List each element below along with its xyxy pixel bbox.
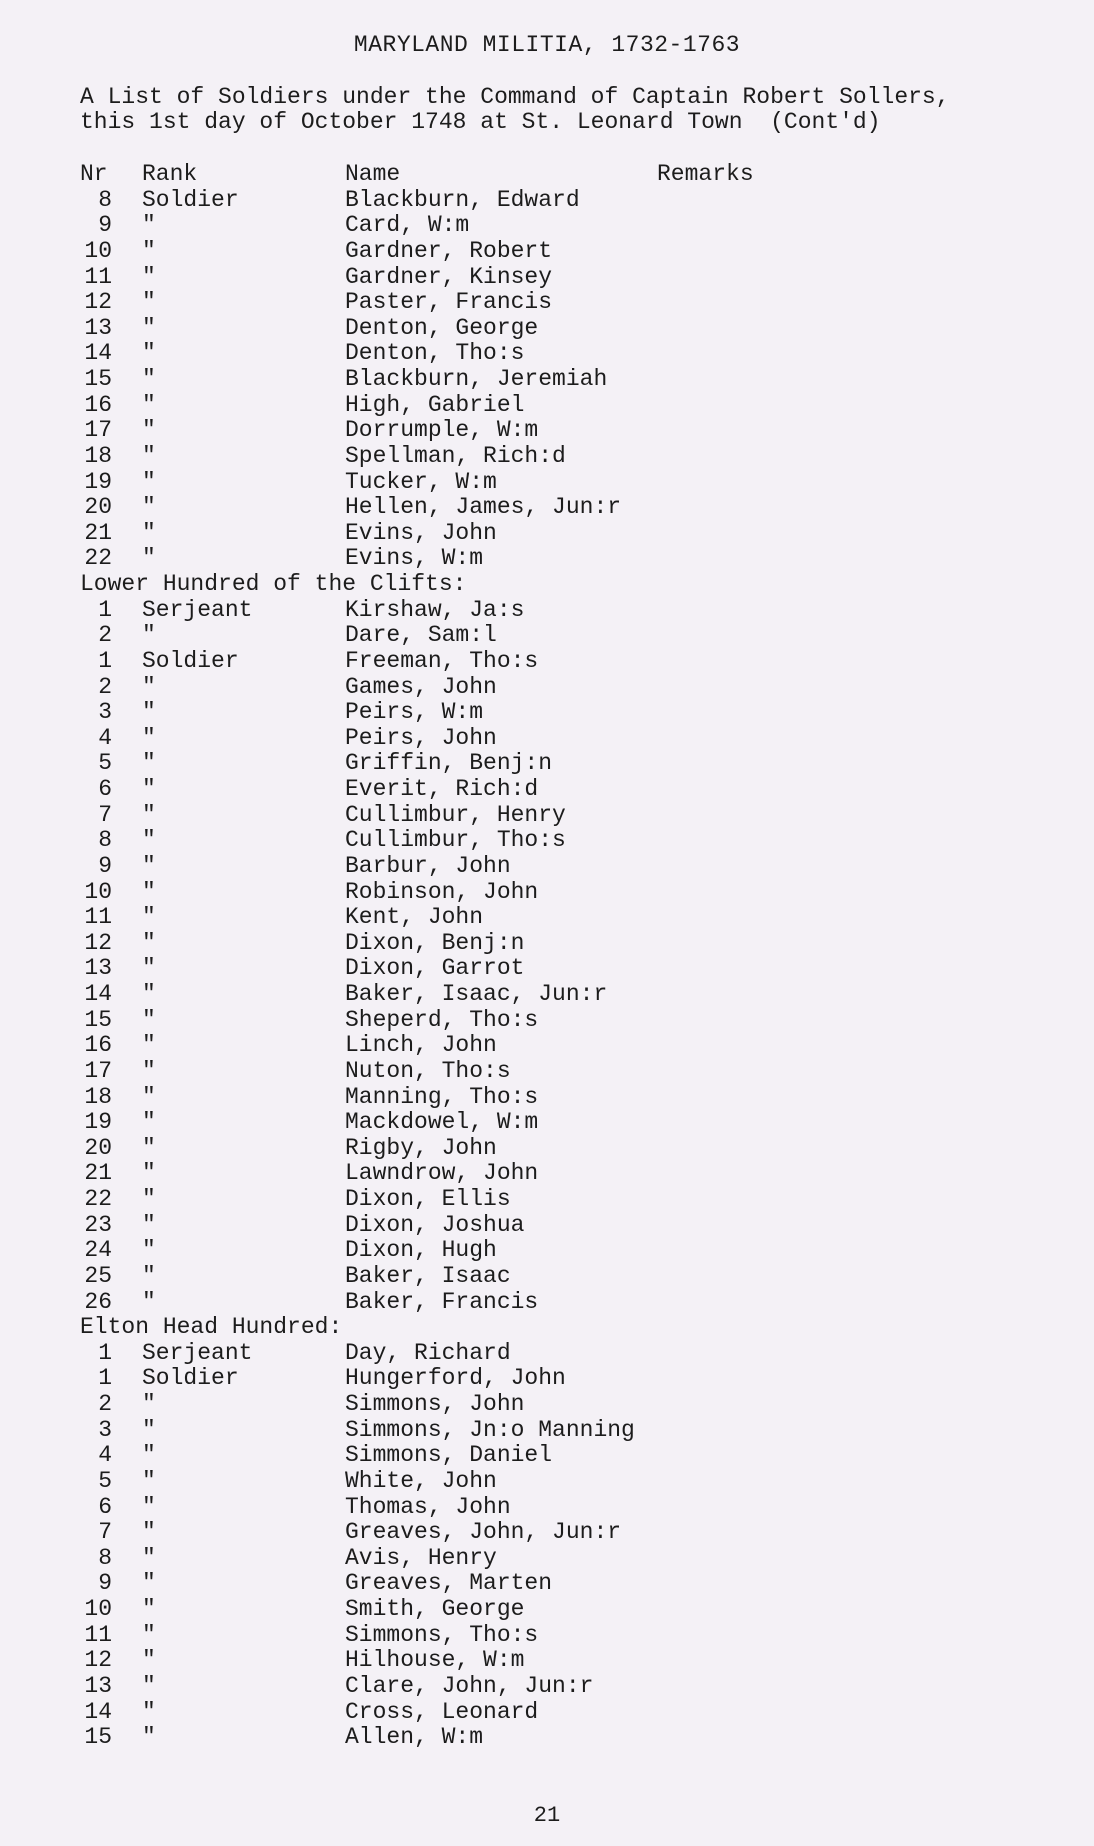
soldier-name: Dixon, Garrot — [345, 955, 525, 982]
soldier-name: Denton, George — [345, 314, 539, 341]
soldier-rank: " — [142, 1416, 156, 1443]
soldier-nr: 8 — [98, 1544, 112, 1571]
soldier-row — [80, 418, 1060, 444]
soldier-rank: " — [142, 1519, 156, 1546]
soldier-row — [80, 1700, 1060, 1726]
soldier-rank: " — [142, 366, 156, 392]
soldier-nr: 20 — [84, 1134, 112, 1161]
soldier-name: Dorrumple, W:m — [345, 417, 539, 444]
soldier-row — [80, 213, 1060, 239]
soldier-rank: " — [142, 1160, 156, 1187]
soldier-row — [80, 623, 1060, 649]
soldier-row — [80, 546, 1060, 572]
soldier-nr: 14 — [84, 981, 112, 1007]
soldier-row — [80, 649, 1060, 675]
soldier-name: Hellen, James, Jun:r — [345, 494, 622, 521]
soldier-row — [80, 1495, 1060, 1521]
soldier-rank: " — [142, 1698, 156, 1725]
soldier-row — [80, 1008, 1060, 1034]
soldier-name: Cross, Leonard — [345, 1698, 539, 1725]
soldier-rank: " — [142, 1621, 156, 1648]
soldier-nr: 21 — [84, 1160, 112, 1187]
soldier-rank: " — [142, 1262, 156, 1289]
soldier-nr: 19 — [84, 468, 112, 495]
soldier-name: Simmons, Tho:s — [345, 1621, 539, 1648]
soldier-rank: " — [142, 622, 156, 649]
soldier-row — [80, 1674, 1060, 1700]
soldier-rank: " — [142, 929, 156, 956]
soldier-rank: " — [142, 468, 156, 495]
soldier-nr: 24 — [84, 1237, 112, 1264]
soldier-name: Smith, George — [345, 1596, 525, 1622]
soldier-nr: 7 — [98, 1519, 112, 1546]
soldier-name: Baker, Francis — [345, 1288, 539, 1315]
soldier-row — [80, 931, 1060, 957]
soldier-row — [80, 444, 1060, 470]
soldier-nr: 15 — [84, 1724, 112, 1751]
soldier-row — [80, 1213, 1060, 1239]
soldier-name: Linch, John — [345, 1032, 497, 1059]
intro-paragraph — [80, 85, 950, 135]
intro-line-1: A List of Soldiers under the Command of Captain Robert Sollers, — [80, 84, 950, 110]
soldier-nr: 8 — [98, 186, 112, 213]
soldier-row — [80, 905, 1060, 931]
soldier-name: Sheperd, Tho:s — [345, 1006, 539, 1033]
soldier-nr: 25 — [84, 1262, 112, 1289]
soldier-row — [80, 470, 1060, 496]
soldier-nr: 11 — [84, 263, 112, 290]
soldier-row — [80, 956, 1060, 982]
soldier-name: Dixon, Benj:n — [345, 929, 525, 956]
soldier-nr: 22 — [84, 1186, 112, 1212]
soldier-name: Paster, Francis — [345, 289, 553, 316]
soldier-name: Dixon, Ellis — [345, 1186, 511, 1212]
soldier-name: Griffin, Benj:n — [345, 750, 553, 777]
soldier-nr: 14 — [84, 340, 112, 367]
page-title: MARYLAND MILITIA, 1732-1763 — [353, 32, 741, 58]
soldier-rank: " — [142, 750, 156, 777]
soldier-name: Greaves, Marten — [345, 1570, 553, 1597]
soldier-row — [80, 1033, 1060, 1059]
soldier-name: Simmons, Daniel — [345, 1442, 553, 1469]
soldier-nr: 1 — [98, 596, 112, 623]
soldier-rank: " — [142, 1493, 156, 1520]
soldier-name: Day, Richard — [345, 1339, 511, 1366]
soldier-rank: " — [142, 1724, 156, 1751]
soldier-rank: " — [142, 1083, 156, 1110]
soldier-name: Baker, Isaac, Jun:r — [345, 981, 608, 1007]
soldier-row — [80, 751, 1060, 777]
page-number: 21 — [533, 1803, 561, 1828]
soldier-nr: 17 — [84, 1057, 112, 1084]
soldier-name: Everit, Rich:d — [345, 776, 539, 802]
soldier-rank: " — [142, 1186, 156, 1212]
soldier-rank: " — [142, 1006, 156, 1033]
soldier-nr: 8 — [98, 827, 112, 854]
soldier-nr: 3 — [98, 1416, 112, 1443]
soldier-row — [80, 854, 1060, 880]
soldier-row — [80, 598, 1060, 624]
soldier-name: Simmons, John — [345, 1391, 525, 1417]
header-remarks: Remarks — [657, 161, 754, 187]
soldier-name: Card, W:m — [345, 212, 470, 239]
soldier-name: Rigby, John — [345, 1134, 497, 1161]
soldier-row — [80, 290, 1060, 316]
soldier-nr: 2 — [98, 622, 112, 649]
soldier-nr: 2 — [98, 673, 112, 700]
soldier-name: Avis, Henry — [345, 1544, 497, 1571]
soldier-nr: 18 — [84, 442, 112, 469]
soldier-name: Gardner, Robert — [345, 237, 553, 264]
soldier-row — [80, 1469, 1060, 1495]
soldier-row — [80, 1264, 1060, 1290]
soldier-nr: 16 — [84, 391, 112, 418]
soldier-nr: 2 — [98, 1391, 112, 1417]
soldier-nr: 13 — [84, 314, 112, 341]
soldier-row — [80, 367, 1060, 393]
soldier-row — [80, 495, 1060, 521]
soldier-nr: 23 — [84, 1211, 112, 1238]
soldier-name: Hungerford, John — [345, 1365, 566, 1392]
soldier-nr: 13 — [84, 1672, 112, 1699]
soldier-name: High, Gabriel — [345, 391, 525, 418]
soldier-row — [80, 1238, 1060, 1264]
soldier-name: Nuton, Tho:s — [345, 1057, 511, 1084]
soldier-nr: 4 — [98, 1442, 112, 1469]
soldier-row — [80, 1648, 1060, 1674]
soldier-name: Kirshaw, Ja:s — [345, 596, 525, 623]
soldier-row — [80, 675, 1060, 701]
soldier-row — [80, 777, 1060, 803]
soldier-row — [80, 828, 1060, 854]
soldier-nr: 15 — [84, 366, 112, 392]
soldier-name: Denton, Tho:s — [345, 340, 525, 367]
soldier-nr: 4 — [98, 724, 112, 751]
soldier-name: Kent, John — [345, 904, 484, 931]
header-name: Name — [345, 161, 401, 187]
soldier-name: Games, John — [345, 673, 497, 700]
soldier-row — [80, 239, 1060, 265]
soldier-name: Dixon, Hugh — [345, 1237, 497, 1264]
soldier-row — [80, 726, 1060, 752]
soldier-rank: " — [142, 1134, 156, 1161]
soldier-name: Mackdowel, W:m — [345, 1109, 539, 1136]
soldier-name: White, John — [345, 1467, 497, 1494]
soldier-row — [80, 393, 1060, 419]
soldier-rank: " — [142, 1672, 156, 1699]
soldier-rank: " — [142, 1467, 156, 1494]
soldier-nr: 17 — [84, 417, 112, 444]
soldier-row — [80, 316, 1060, 342]
soldier-row — [80, 1418, 1060, 1444]
header-nr: Nr — [80, 161, 108, 187]
soldier-row — [80, 1059, 1060, 1085]
soldier-rank: " — [142, 904, 156, 931]
soldier-name: Dixon, Joshua — [345, 1211, 525, 1238]
soldier-rank: " — [142, 545, 156, 572]
soldier-rank: Serjeant — [142, 1339, 253, 1366]
soldier-rank: " — [142, 1647, 156, 1674]
soldier-nr: 1 — [98, 1339, 112, 1366]
soldier-rank: " — [142, 212, 156, 239]
soldier-rank: " — [142, 699, 156, 726]
soldier-rank: " — [142, 1237, 156, 1264]
soldier-name: Barbur, John — [345, 852, 511, 879]
soldier-row — [80, 521, 1060, 547]
soldier-name: Allen, W:m — [345, 1724, 484, 1751]
soldier-row — [80, 1725, 1060, 1751]
soldier-row — [80, 1290, 1060, 1316]
soldier-row — [80, 1392, 1060, 1418]
soldier-rank: " — [142, 237, 156, 264]
soldier-row — [80, 1136, 1060, 1162]
soldier-nr: 26 — [84, 1288, 112, 1315]
soldier-name: Baker, Isaac — [345, 1262, 511, 1289]
soldier-name: Thomas, John — [345, 1493, 511, 1520]
soldier-rank: " — [142, 263, 156, 290]
soldier-rank: " — [142, 1211, 156, 1238]
soldier-rank: " — [142, 1570, 156, 1597]
soldier-rank: Soldier — [142, 647, 239, 674]
soldier-rank: " — [142, 340, 156, 367]
soldier-nr: 9 — [98, 212, 112, 239]
soldier-nr: 10 — [84, 1596, 112, 1622]
soldier-nr: 5 — [98, 1467, 112, 1494]
soldier-row — [80, 1110, 1060, 1136]
soldier-name: Evins, John — [345, 519, 497, 546]
soldier-name: Cullimbur, Tho:s — [345, 827, 566, 854]
soldier-row — [80, 1187, 1060, 1213]
soldier-nr: 3 — [98, 699, 112, 726]
soldier-rank: " — [142, 1109, 156, 1136]
soldier-name: Greaves, John, Jun:r — [345, 1519, 622, 1546]
soldier-rank: " — [142, 1057, 156, 1084]
soldier-nr: 13 — [84, 955, 112, 982]
soldier-name: Freeman, Tho:s — [345, 647, 539, 674]
soldier-row — [80, 265, 1060, 291]
soldier-rank: " — [142, 673, 156, 700]
soldier-rank: Soldier — [142, 186, 239, 213]
soldier-name: Blackburn, Edward — [345, 186, 580, 213]
soldier-row — [80, 982, 1060, 1008]
soldier-row — [80, 803, 1060, 829]
column-header-row — [80, 162, 1060, 188]
intro-line-2: this 1st day of October 1748 at St. Leonard Town (Cont'd) — [80, 109, 881, 135]
soldier-nr: 11 — [84, 904, 112, 931]
soldier-nr: 6 — [98, 776, 112, 802]
soldier-nr: 10 — [84, 878, 112, 905]
soldier-rank: " — [142, 801, 156, 828]
soldier-row — [80, 1571, 1060, 1597]
soldier-row — [80, 880, 1060, 906]
soldier-nr: 12 — [84, 289, 112, 316]
soldier-row — [80, 1597, 1060, 1623]
soldier-roster — [80, 162, 1060, 1751]
soldier-name: Lawndrow, John — [345, 1160, 539, 1187]
soldier-rank: " — [142, 852, 156, 879]
soldier-rank: " — [142, 981, 156, 1007]
soldier-rank: " — [142, 391, 156, 418]
soldier-rank: " — [142, 1442, 156, 1469]
soldier-nr: 9 — [98, 1570, 112, 1597]
soldier-nr: 6 — [98, 1493, 112, 1520]
soldier-nr: 11 — [84, 1621, 112, 1648]
soldier-nr: 5 — [98, 750, 112, 777]
soldier-name: Gardner, Kinsey — [345, 263, 553, 290]
soldier-rank: " — [142, 494, 156, 521]
soldier-nr: 14 — [84, 1698, 112, 1725]
soldier-rank: " — [142, 1544, 156, 1571]
soldier-rank: " — [142, 289, 156, 316]
section-heading — [80, 572, 1060, 598]
soldier-nr: 20 — [84, 494, 112, 521]
soldier-row — [80, 1443, 1060, 1469]
section-heading-text: Lower Hundred of the Clifts: — [80, 571, 467, 597]
soldier-name: Peirs, W:m — [345, 699, 484, 726]
soldier-name: Tucker, W:m — [345, 468, 497, 495]
soldier-nr: 21 — [84, 519, 112, 546]
soldier-rank: Soldier — [142, 1365, 239, 1392]
soldier-rank: Serjeant — [142, 596, 253, 623]
soldier-name: Blackburn, Jeremiah — [345, 366, 608, 392]
soldier-name: Clare, John, Jun:r — [345, 1672, 594, 1699]
soldier-rank: " — [142, 417, 156, 444]
soldier-nr: 15 — [84, 1006, 112, 1033]
soldier-name: Hilhouse, W:m — [345, 1647, 525, 1674]
soldier-name: Dare, Sam:l — [345, 622, 497, 649]
soldier-rank: " — [142, 1032, 156, 1059]
soldier-row — [80, 1623, 1060, 1649]
soldier-row — [80, 1520, 1060, 1546]
soldier-rank: " — [142, 955, 156, 982]
soldier-row — [80, 1085, 1060, 1111]
soldier-rank: " — [142, 1288, 156, 1315]
soldier-row — [80, 700, 1060, 726]
soldier-nr: 10 — [84, 237, 112, 264]
soldier-nr: 16 — [84, 1032, 112, 1059]
soldier-rank: " — [142, 724, 156, 751]
soldier-row — [80, 1546, 1060, 1572]
soldier-row — [80, 1161, 1060, 1187]
soldier-nr: 12 — [84, 1647, 112, 1674]
soldier-rank: " — [142, 1596, 156, 1622]
soldier-rank: " — [142, 519, 156, 546]
soldier-rank: " — [142, 442, 156, 469]
soldier-nr: 12 — [84, 929, 112, 956]
soldier-rank: " — [142, 314, 156, 341]
soldier-nr: 19 — [84, 1109, 112, 1136]
soldier-row — [80, 1366, 1060, 1392]
soldier-nr: 7 — [98, 801, 112, 828]
soldier-name: Simmons, Jn:o Manning — [345, 1416, 635, 1443]
soldier-nr: 1 — [98, 1365, 112, 1392]
soldier-row — [80, 1341, 1060, 1367]
soldier-rank: " — [142, 827, 156, 854]
soldier-name: Robinson, John — [345, 878, 539, 905]
soldier-nr: 1 — [98, 647, 112, 674]
soldier-row — [80, 341, 1060, 367]
soldier-name: Spellman, Rich:d — [345, 442, 566, 469]
section-heading — [80, 1315, 1060, 1341]
soldier-rank: " — [142, 1391, 156, 1417]
header-rank: Rank — [142, 161, 198, 187]
soldier-nr: 9 — [98, 852, 112, 879]
soldier-name: Manning, Tho:s — [345, 1083, 539, 1110]
soldier-rank: " — [142, 776, 156, 802]
soldier-name: Evins, W:m — [345, 545, 484, 572]
soldier-name: Peirs, John — [345, 724, 497, 751]
soldier-rank: " — [142, 878, 156, 905]
soldier-nr: 22 — [84, 545, 112, 572]
soldier-name: Cullimbur, Henry — [345, 801, 566, 828]
section-heading-text: Elton Head Hundred: — [80, 1314, 343, 1341]
soldier-nr: 18 — [84, 1083, 112, 1110]
soldier-row — [80, 188, 1060, 214]
